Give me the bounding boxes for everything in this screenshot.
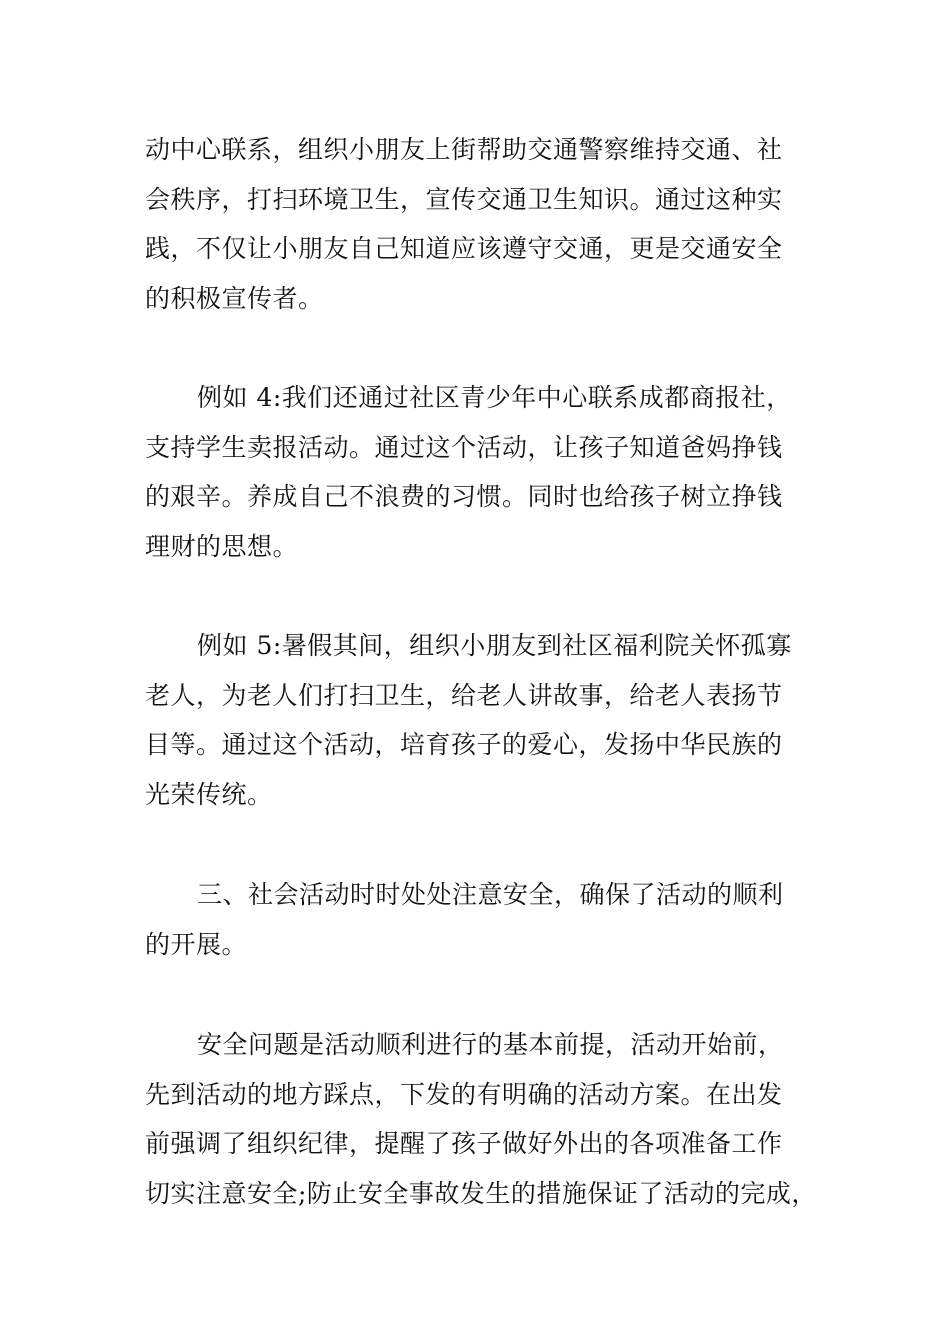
- text-line: 先到活动的地方踩点，下发的有明确的活动方案。在出发: [145, 1079, 783, 1109]
- text-line: 理财的思想。: [145, 531, 299, 561]
- text-line: 动中心联系，组织小朋友上街帮助交通警察维持交通、社: [145, 135, 783, 164]
- paragraph-example-4: [145, 373, 815, 571]
- section-heading-3: [145, 870, 815, 969]
- text-line: 会秩序，打扫环境卫生，宣传交通卫生知识。通过这种实: [145, 184, 783, 214]
- text-line: 目等。通过这个活动，培育孩子的爱心，发扬中华民族的: [145, 730, 783, 759]
- text-line: 安全问题是活动顺利进行的基本前提，活动开始前，: [197, 1030, 784, 1059]
- paragraph-continuation: [145, 125, 815, 323]
- paragraph-example-5: [145, 621, 815, 819]
- text-line: 例如 4:我们还通过社区青少年中心联系成都商报社，: [197, 383, 792, 412]
- text-line: 支持学生卖报活动。通过这个活动，让孩子知道爸妈挣钱: [145, 432, 783, 462]
- text-line: 的积极宣传者。: [145, 283, 324, 313]
- text-line: 前强调了组织纪律，提醒了孩子做好外出的各项准备工作: [145, 1129, 783, 1158]
- text-line: 的艰辛。养成自己不浪费的习惯。同时也给孩子树立挣钱: [145, 482, 783, 511]
- paragraph-safety: [145, 1020, 815, 1218]
- text-line: 例如 5:暑假其间，组织小朋友到社区福利院关怀孤寡: [197, 631, 792, 660]
- text-line: 切实注意安全;防止安全事故发生的措施保证了活动的完成，: [145, 1178, 817, 1208]
- text-line: 践，不仅让小朋友自己知道应该遵守交通，更是交通安全: [145, 234, 783, 263]
- text-line: 三、社会活动时时处处注意安全，确保了活动的顺利: [197, 880, 784, 909]
- text-line: 老人，为老人们打扫卫生，给老人讲故事，给老人表扬节: [145, 680, 783, 710]
- text-line: 光荣传统。: [145, 779, 273, 809]
- text-line: 的开展。: [145, 929, 248, 959]
